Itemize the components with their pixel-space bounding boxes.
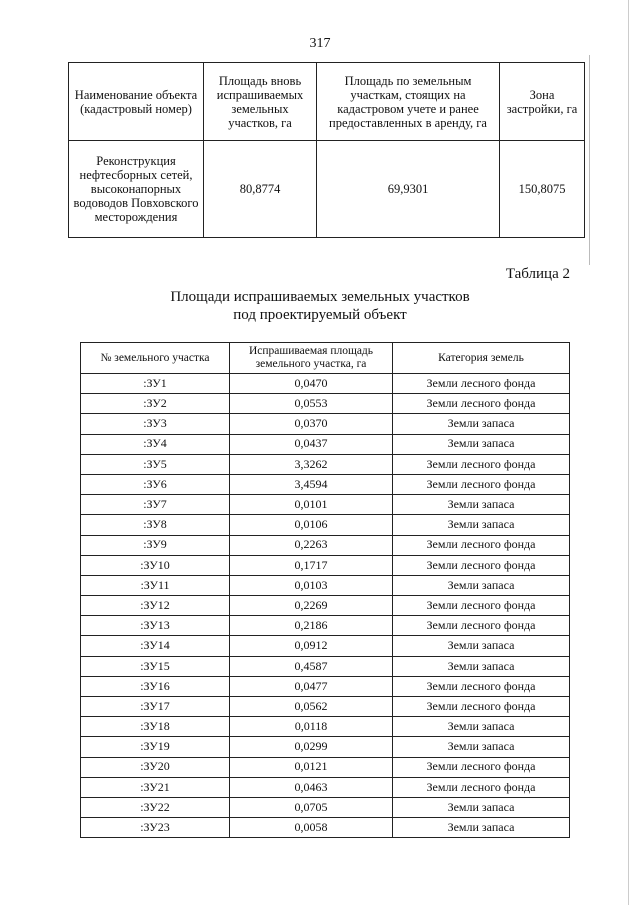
area-cell: 0,0106 [230,515,393,535]
land-category-cell: Земли лесного фонда [393,535,570,555]
table-row [81,555,570,575]
land-category-cell: Земли запаса [393,636,570,656]
area-cell: 0,0463 [230,777,393,797]
land-category-cell: Земли лесного фонда [393,697,570,717]
table-row [81,717,570,737]
scan-artifact-edge [628,0,629,905]
land-category-cell: Земли запаса [393,414,570,434]
land-category-cell: Земли лесного фонда [393,394,570,414]
table-row [81,596,570,616]
header-cell: Площадь по земельным участкам, стоящих на кадастровом учете и ранее предоставленных в аренду, га [317,63,500,141]
table-label: Таблица 2 [505,266,570,282]
table-row [81,575,570,595]
land-category-cell: Земли лесного фонда [393,374,570,394]
table-row [81,757,570,777]
land-category-cell: Земли лесного фонда [393,596,570,616]
land-category-cell: Земли запаса [393,495,570,515]
header-cell: Площадь вновь испрашиваемых земельных участков, га [204,63,317,141]
area-cell: 3,4594 [230,474,393,494]
table-row [81,697,570,717]
table-row [81,515,570,535]
header-cell: Наименование объекта (кадастровый номер) [69,63,204,141]
area-cell: 0,0370 [230,414,393,434]
plot-number-cell: :ЗУ17 [81,697,230,717]
area-cell: 0,0477 [230,676,393,696]
area-cell: 0,2263 [230,535,393,555]
land-category-cell: Земли запаса [393,515,570,535]
land-category-cell: Земли лесного фонда [393,777,570,797]
area-cell: 0,0121 [230,757,393,777]
area-cell: 0,0705 [230,797,393,817]
land-category-cell: Земли запаса [393,656,570,676]
object-name-cell: Реконструкция нефтесборных сетей, высоконапорных водоводов Повховского месторождения [69,141,204,238]
area-cell: 0,0118 [230,717,393,737]
plot-number-cell: :ЗУ12 [81,596,230,616]
plot-number-cell: :ЗУ5 [81,454,230,474]
area-cell: 0,4587 [230,656,393,676]
table-row [81,797,570,817]
scan-artifact-line [589,55,590,265]
plot-number-cell: :ЗУ4 [81,434,230,454]
table-row [81,737,570,757]
plot-number-cell: :ЗУ23 [81,818,230,838]
table-row [81,434,570,454]
plot-number-cell: :ЗУ16 [81,676,230,696]
land-category-cell: Земли лесного фонда [393,454,570,474]
table-title [0,288,640,324]
plot-number-cell: :ЗУ19 [81,737,230,757]
land-category-cell: Земли запаса [393,434,570,454]
header-cell: № земельного участка [81,343,230,374]
area-cell: 0,0299 [230,737,393,757]
table-row [81,676,570,696]
area-cell: 0,0103 [230,575,393,595]
header-cell: Испрашиваемая площадь земельного участка, га [230,343,393,374]
plot-number-cell: :ЗУ22 [81,797,230,817]
plot-number-cell: :ЗУ10 [81,555,230,575]
area-cell: 0,0553 [230,394,393,414]
land-plots-table [80,342,570,838]
plot-number-cell: :ЗУ3 [81,414,230,434]
table-row [81,636,570,656]
plot-number-cell: :ЗУ14 [81,636,230,656]
zone-area-cell: 150,8075 [500,141,585,238]
land-category-cell: Земли запаса [393,717,570,737]
table-title-line: под проектируемый объект [233,307,407,323]
table-row [81,777,570,797]
plot-number-cell: :ЗУ8 [81,515,230,535]
land-category-cell: Земли лесного фонда [393,474,570,494]
land-category-cell: Земли запаса [393,797,570,817]
table-row [81,394,570,414]
plot-number-cell: :ЗУ1 [81,374,230,394]
area-cell: 0,2269 [230,596,393,616]
area-cell: 0,0437 [230,434,393,454]
area-cell: 0,1717 [230,555,393,575]
land-category-cell: Земли лесного фонда [393,757,570,777]
table-row [81,656,570,676]
land-category-cell: Земли лесного фонда [393,616,570,636]
area-cell: 0,0912 [230,636,393,656]
table-row [81,616,570,636]
table-title-line: Площади испрашиваемых земельных участков [170,289,470,305]
area-cell: 0,0101 [230,495,393,515]
plot-number-cell: :ЗУ11 [81,575,230,595]
table-row [81,474,570,494]
land-category-cell: Земли лесного фонда [393,676,570,696]
cadastral-area-cell: 69,9301 [317,141,500,238]
land-category-cell: Земли запаса [393,575,570,595]
plot-number-cell: :ЗУ18 [81,717,230,737]
area-cell: 0,2186 [230,616,393,636]
land-category-cell: Земли запаса [393,818,570,838]
area-cell: 0,0058 [230,818,393,838]
header-cell: Категория земель [393,343,570,374]
new-area-cell: 80,8774 [204,141,317,238]
plot-number-cell: :ЗУ7 [81,495,230,515]
plot-number-cell: :ЗУ6 [81,474,230,494]
plot-number-cell: :ЗУ2 [81,394,230,414]
table-row [81,374,570,394]
table-row [81,454,570,474]
plot-number-cell: :ЗУ15 [81,656,230,676]
land-category-cell: Земли лесного фонда [393,555,570,575]
plot-number-cell: :ЗУ20 [81,757,230,777]
plot-number-cell: :ЗУ13 [81,616,230,636]
header-cell: Зона застройки, га [500,63,585,141]
plot-number-cell: :ЗУ9 [81,535,230,555]
table-row [81,495,570,515]
table-header-row [69,63,585,141]
area-cell: 0,0562 [230,697,393,717]
page-number: 317 [309,36,331,51]
area-cell: 3,3262 [230,454,393,474]
table-row [81,535,570,555]
area-cell: 0,0470 [230,374,393,394]
table-row [81,414,570,434]
table-header-row [81,343,570,374]
summary-table [68,62,585,238]
table-row [81,818,570,838]
plot-number-cell: :ЗУ21 [81,777,230,797]
table-row [69,141,585,238]
land-category-cell: Земли запаса [393,737,570,757]
